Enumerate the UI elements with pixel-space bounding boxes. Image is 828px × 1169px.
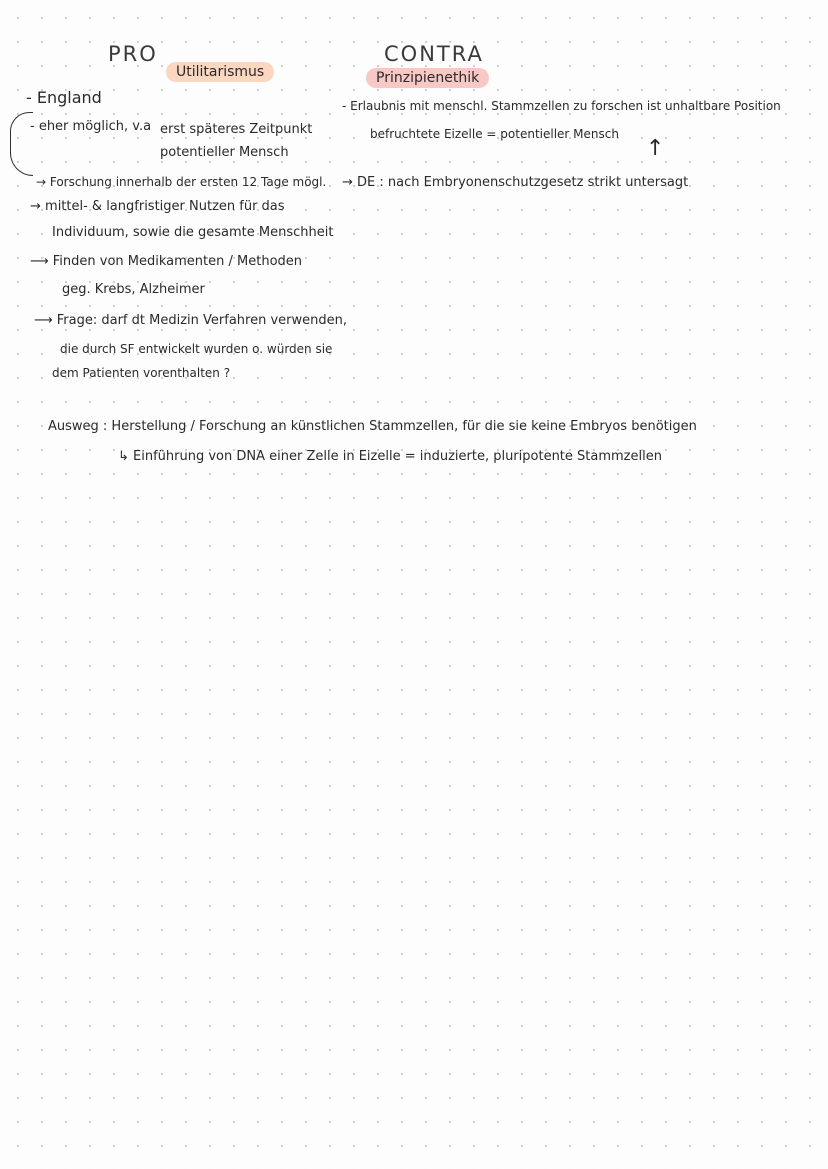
prinzipienethik-label: Prinzipienethik (366, 68, 489, 88)
contra-line1: - Erlaubnis mit menschl. Stammzellen zu forschen ist unhaltbare Position (342, 99, 781, 113)
pro-line1c: potentieller Mensch (160, 145, 289, 160)
pro-arrow3a: ⟶ Finden von Medikamenten / Methoden (30, 254, 303, 269)
ausweg-line1: Ausweg : Herstellung / Forschung an künstlichen Stammzellen, für die sie keine Embryos benötigen (48, 419, 697, 434)
pro-arrow3b: geg. Krebs, Alzheimer (62, 282, 205, 297)
pro-arrow4b: die durch SF entwickelt wurden o. würden sie (60, 342, 333, 356)
pro-arrow2a: → mittel- & langfristiger Nutzen für das (30, 199, 285, 214)
pro-england: - England (26, 88, 102, 107)
pro-arrow4a: ⟶ Frage: darf dt Medizin Verfahren verwenden, (34, 313, 347, 328)
arrow-up-icon: ↑ (646, 136, 665, 161)
contra-line2: befruchtete Eizelle = potentieller Mensch (370, 127, 619, 141)
pro-arrow4c: dem Patienten vorenthalten ? (52, 366, 231, 380)
contra-heading: CONTRA (384, 42, 484, 66)
pro-heading: PRO (108, 42, 158, 66)
pro-line1a: - eher möglich, v.a (30, 119, 152, 134)
pro-arrow1: → Forschung innerhalb der ersten 12 Tage mögl. (36, 175, 327, 189)
utilitarismus-label: Utilitarismus (166, 62, 274, 82)
pro-arrow2b: Individuum, sowie die gesamte Menschheit (52, 225, 334, 240)
ausweg-line2: ↳ Einführung von DNA einer Zelle in Eizelle = induzierte, pluripotente Stammzellen (118, 449, 662, 464)
pro-line1b: erst späteres Zeitpunkt (160, 122, 313, 137)
contra-de: → DE : nach Embryonenschutzgesetz strikt untersagt (342, 175, 689, 190)
